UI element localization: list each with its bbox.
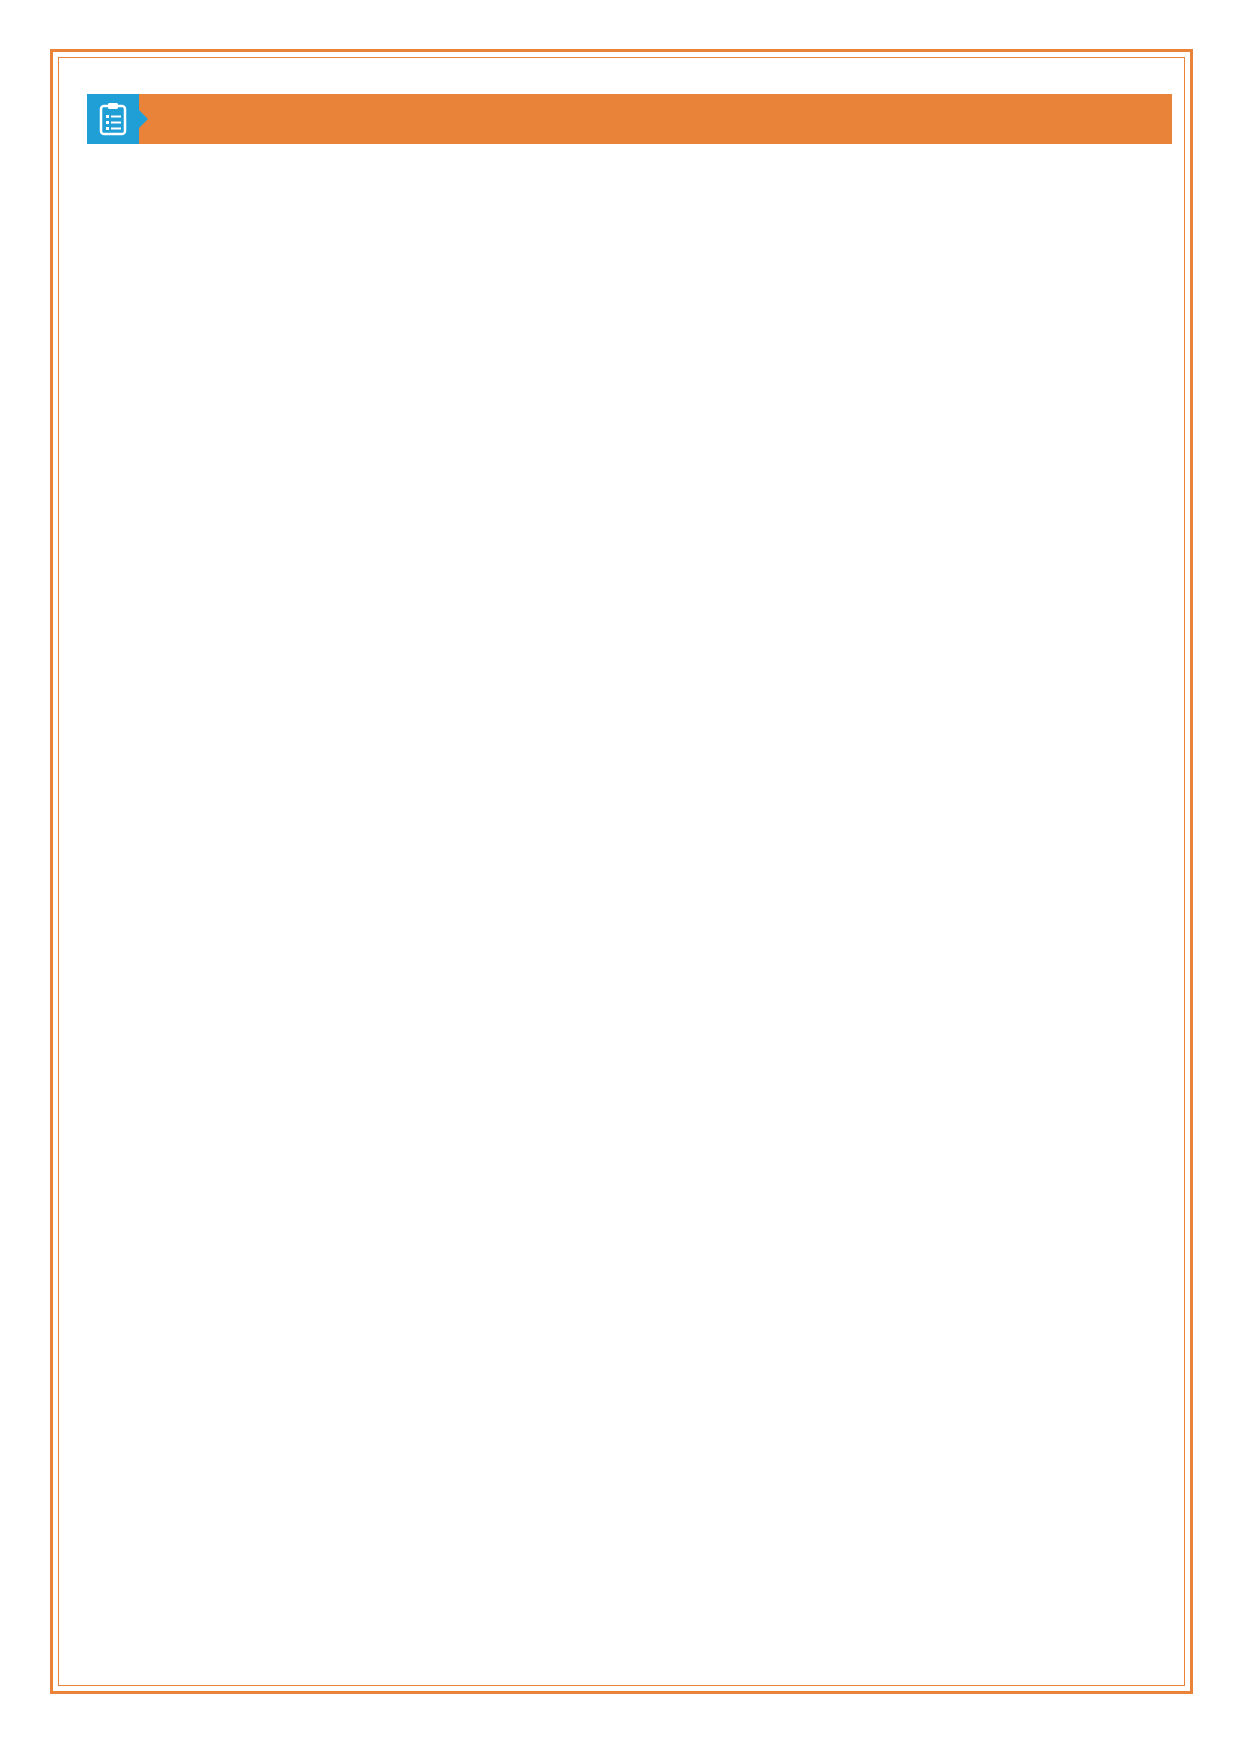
page-border-inner [58, 57, 1185, 1686]
section-header-bar [87, 94, 1172, 144]
document-content [89, 92, 1139, 148]
section-icon-box [87, 94, 139, 144]
clipboard-list-icon [99, 102, 127, 136]
